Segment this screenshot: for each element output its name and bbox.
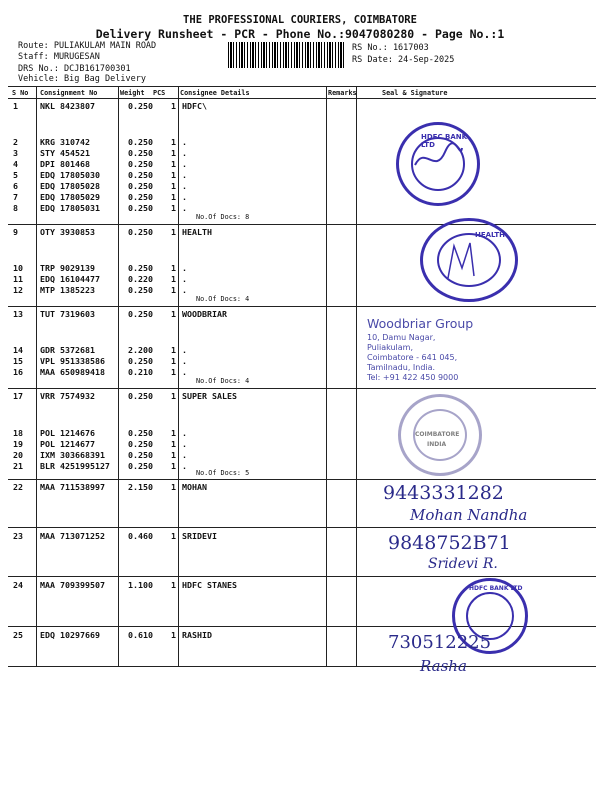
col-header-consignment: Consignment No	[40, 89, 98, 97]
row-consignment-no: MAA 709399507	[40, 580, 105, 590]
row-consignment-no: TRP 9029139	[40, 263, 95, 273]
row-sno: 14	[13, 345, 23, 355]
row-weight: 0.250	[128, 159, 153, 169]
row-weight: 0.460	[128, 531, 153, 541]
row-consignee: MOHAN	[182, 482, 207, 492]
woodbriar-stamp-address: 10, Damu Nagar,	[367, 333, 436, 342]
row-sno: 9	[13, 227, 18, 237]
row-sno: 2	[13, 137, 18, 147]
row-weight: 1.100	[128, 580, 153, 590]
row-pcs: 1	[171, 285, 176, 295]
row-consignee: SUPER SALES	[182, 391, 237, 401]
row-consignment-no: STY 454521	[40, 148, 90, 158]
row-sno: 6	[13, 181, 18, 191]
row-consignee: .	[182, 285, 187, 295]
row-sno: 10	[13, 263, 23, 273]
handwritten-phone: 730512225	[388, 632, 492, 653]
row-weight: 0.250	[128, 170, 153, 180]
row-pcs: 1	[171, 137, 176, 147]
row-weight: 0.220	[128, 274, 153, 284]
row-pcs: 1	[171, 227, 176, 237]
row-consignment-no: GDR 5372681	[40, 345, 95, 355]
row-consignment-no: MTP 1385223	[40, 285, 95, 295]
row-consignment-no: MAA 711538997	[40, 482, 105, 492]
row-weight: 0.250	[128, 227, 153, 237]
handwritten-signature: Mohan Nandha	[410, 506, 528, 524]
health-stamp-seal: HEALTH	[420, 218, 518, 302]
group-divider	[8, 479, 596, 480]
hdfc-stanes-stamp-seal: HDFC BANK LTD	[452, 578, 528, 654]
row-sno: 21	[13, 461, 23, 471]
row-pcs: 1	[171, 428, 176, 438]
row-sno: 4	[13, 159, 18, 169]
row-pcs: 1	[171, 159, 176, 169]
woodbriar-stamp-address: Coimbatore - 641 045,	[367, 353, 458, 362]
row-sno: 25	[13, 630, 23, 640]
row-consignment-no: EDQ 17805029	[40, 192, 100, 202]
row-consignee: .	[182, 367, 187, 377]
row-pcs: 1	[171, 274, 176, 284]
row-sno: 1	[13, 101, 18, 111]
row-pcs: 1	[171, 309, 176, 319]
row-weight: 0.250	[128, 356, 153, 366]
row-consignment-no: EDQ 17805030	[40, 170, 100, 180]
row-consignee: .	[182, 192, 187, 202]
row-sno: 12	[13, 285, 23, 295]
row-sno: 16	[13, 367, 23, 377]
staff-label: Staff: MURUGESAN	[18, 52, 100, 62]
row-pcs: 1	[171, 203, 176, 213]
row-consignee: .	[182, 263, 187, 273]
barcode-image	[228, 42, 346, 68]
row-pcs: 1	[171, 482, 176, 492]
rs-number: RS No.: 1617003	[352, 43, 429, 53]
row-consignment-no: DPI 801468	[40, 159, 90, 169]
table-bottom-border	[8, 666, 596, 667]
group-divider	[8, 306, 596, 307]
col-header-weight: Weight	[120, 89, 145, 97]
table-header-border	[8, 98, 596, 99]
row-consignee: .	[182, 439, 187, 449]
row-consignment-no: OTY 3930853	[40, 227, 95, 237]
signature-scribble	[440, 238, 480, 283]
row-consignee: .	[182, 170, 187, 180]
route-label: Route: PULIAKULAM MAIN ROAD	[18, 41, 157, 51]
col-divider	[356, 86, 357, 666]
woodbriar-stamp-address: Tamilnadu, India.	[367, 363, 436, 372]
row-consignment-no: NKL 8423807	[40, 101, 95, 111]
row-pcs: 1	[171, 101, 176, 111]
handwritten-phone: 9848752B71	[388, 532, 511, 554]
rs-date: RS Date: 24-Sep-2025	[352, 55, 455, 65]
row-consignee: .	[182, 148, 187, 158]
woodbriar-stamp-name: Woodbriar Group	[367, 316, 474, 331]
col-divider	[118, 86, 119, 666]
row-pcs: 1	[171, 192, 176, 202]
row-pcs: 1	[171, 356, 176, 366]
row-sno: 17	[13, 391, 23, 401]
row-consignee: RASHID	[182, 630, 212, 640]
handwritten-signature: Rasha	[420, 657, 467, 675]
runsheet-subtitle: Delivery Runsheet - PCR - Phone No.:9047080280 - Page No.:1	[95, 27, 505, 41]
row-consignee: .	[182, 450, 187, 460]
row-consignee: .	[182, 356, 187, 366]
row-pcs: 1	[171, 391, 176, 401]
row-sno: 5	[13, 170, 18, 180]
row-consignee: SRIDEVI	[182, 531, 217, 541]
col-header-seal: Seal & Signature	[382, 89, 448, 97]
vehicle-label: Vehicle: Big Bag Delivery	[18, 74, 146, 84]
row-pcs: 1	[171, 263, 176, 273]
row-sno: 19	[13, 439, 23, 449]
doc-count: No.Of Docs: 5	[196, 469, 250, 477]
row-sno: 3	[13, 148, 18, 158]
row-weight: 2.150	[128, 482, 153, 492]
handwritten-signature: Sridevi R.	[428, 556, 498, 572]
row-weight: 0.250	[128, 391, 153, 401]
row-weight: 0.250	[128, 101, 153, 111]
signature-scribble	[410, 140, 465, 180]
col-divider	[178, 86, 179, 666]
row-consignment-no: VPL 951338586	[40, 356, 105, 366]
doc-count: No.Of Docs: 4	[196, 295, 250, 303]
row-weight: 0.250	[128, 309, 153, 319]
row-weight: 0.610	[128, 630, 153, 640]
row-consignment-no: BLR 4251995127	[40, 461, 110, 471]
row-pcs: 1	[171, 630, 176, 640]
row-weight: 0.210	[128, 367, 153, 377]
row-weight: 0.250	[128, 428, 153, 438]
doc-count: No.Of Docs: 8	[196, 213, 250, 221]
row-pcs: 1	[171, 181, 176, 191]
row-consignment-no: EDQ 16104477	[40, 274, 100, 284]
row-weight: 2.200	[128, 345, 153, 355]
company-title: THE PROFESSIONAL COURIERS, COIMBATORE	[183, 14, 417, 26]
handwritten-phone: 9443331282	[383, 482, 504, 504]
group-divider	[8, 388, 596, 389]
col-header-consignee: Consignee Details	[180, 89, 250, 97]
row-weight: 0.250	[128, 263, 153, 273]
row-weight: 0.250	[128, 285, 153, 295]
row-pcs: 1	[171, 345, 176, 355]
row-consignee: .	[182, 203, 187, 213]
row-consignment-no: MAA 713071252	[40, 531, 105, 541]
row-weight: 0.250	[128, 203, 153, 213]
row-pcs: 1	[171, 170, 176, 180]
row-weight: 0.250	[128, 439, 153, 449]
row-weight: 0.250	[128, 181, 153, 191]
woodbriar-stamp-address: Tel: +91 422 450 9000	[367, 373, 459, 382]
group-divider	[8, 224, 596, 225]
col-header-sno: S No	[12, 89, 29, 97]
row-consignee: HEALTH	[182, 227, 212, 237]
super-sales-stamp-seal: COIMBATORE INDIA	[398, 394, 482, 476]
row-consignee: .	[182, 345, 187, 355]
row-consignee: .	[182, 428, 187, 438]
row-pcs: 1	[171, 531, 176, 541]
row-pcs: 1	[171, 367, 176, 377]
col-header-pcs: PCS	[153, 89, 166, 97]
row-sno: 11	[13, 274, 23, 284]
row-consignment-no: MAA 650989418	[40, 367, 105, 377]
row-pcs: 1	[171, 461, 176, 471]
row-weight: 0.250	[128, 137, 153, 147]
row-pcs: 1	[171, 439, 176, 449]
row-consignee: .	[182, 274, 187, 284]
row-pcs: 1	[171, 450, 176, 460]
row-pcs: 1	[171, 148, 176, 158]
row-consignment-no: KRG 310742	[40, 137, 90, 147]
row-consignee: HDFC\	[182, 101, 207, 111]
group-divider	[8, 527, 596, 528]
drs-number: DRS No.: DCJB161700301	[18, 64, 131, 74]
row-consignment-no: EDQ 17805031	[40, 203, 100, 213]
row-consignment-no: IXM 303668391	[40, 450, 105, 460]
hdfc-stamp-seal: HDFC BANK LTD	[396, 122, 480, 206]
row-sno: 24	[13, 580, 23, 590]
row-sno: 8	[13, 203, 18, 213]
row-consignee: .	[182, 159, 187, 169]
row-consignment-no: TUT 7319603	[40, 309, 95, 319]
row-weight: 0.250	[128, 192, 153, 202]
doc-count: No.Of Docs: 4	[196, 377, 250, 385]
row-consignee: .	[182, 137, 187, 147]
row-weight: 0.250	[128, 450, 153, 460]
row-sno: 13	[13, 309, 23, 319]
row-sno: 15	[13, 356, 23, 366]
row-consignee: .	[182, 461, 187, 471]
row-weight: 0.250	[128, 148, 153, 158]
row-consignment-no: POL 1214677	[40, 439, 95, 449]
row-consignee: HDFC STANES	[182, 580, 237, 590]
row-pcs: 1	[171, 580, 176, 590]
row-consignment-no: POL 1214676	[40, 428, 95, 438]
row-consignee: .	[182, 181, 187, 191]
row-sno: 18	[13, 428, 23, 438]
col-header-remarks: Remarks	[328, 89, 357, 97]
row-sno: 7	[13, 192, 18, 202]
col-divider	[326, 86, 327, 666]
row-consignment-no: VRR 7574932	[40, 391, 95, 401]
group-divider	[8, 576, 596, 577]
row-weight: 0.250	[128, 461, 153, 471]
row-sno: 20	[13, 450, 23, 460]
row-consignment-no: EDQ 10297669	[40, 630, 100, 640]
row-consignee: WOODBRIAR	[182, 309, 227, 319]
row-sno: 22	[13, 482, 23, 492]
row-sno: 23	[13, 531, 23, 541]
row-consignment-no: EDQ 17805028	[40, 181, 100, 191]
woodbriar-stamp-address: Puliakulam,	[367, 343, 414, 352]
table-top-border	[8, 86, 596, 87]
col-divider	[36, 86, 37, 666]
